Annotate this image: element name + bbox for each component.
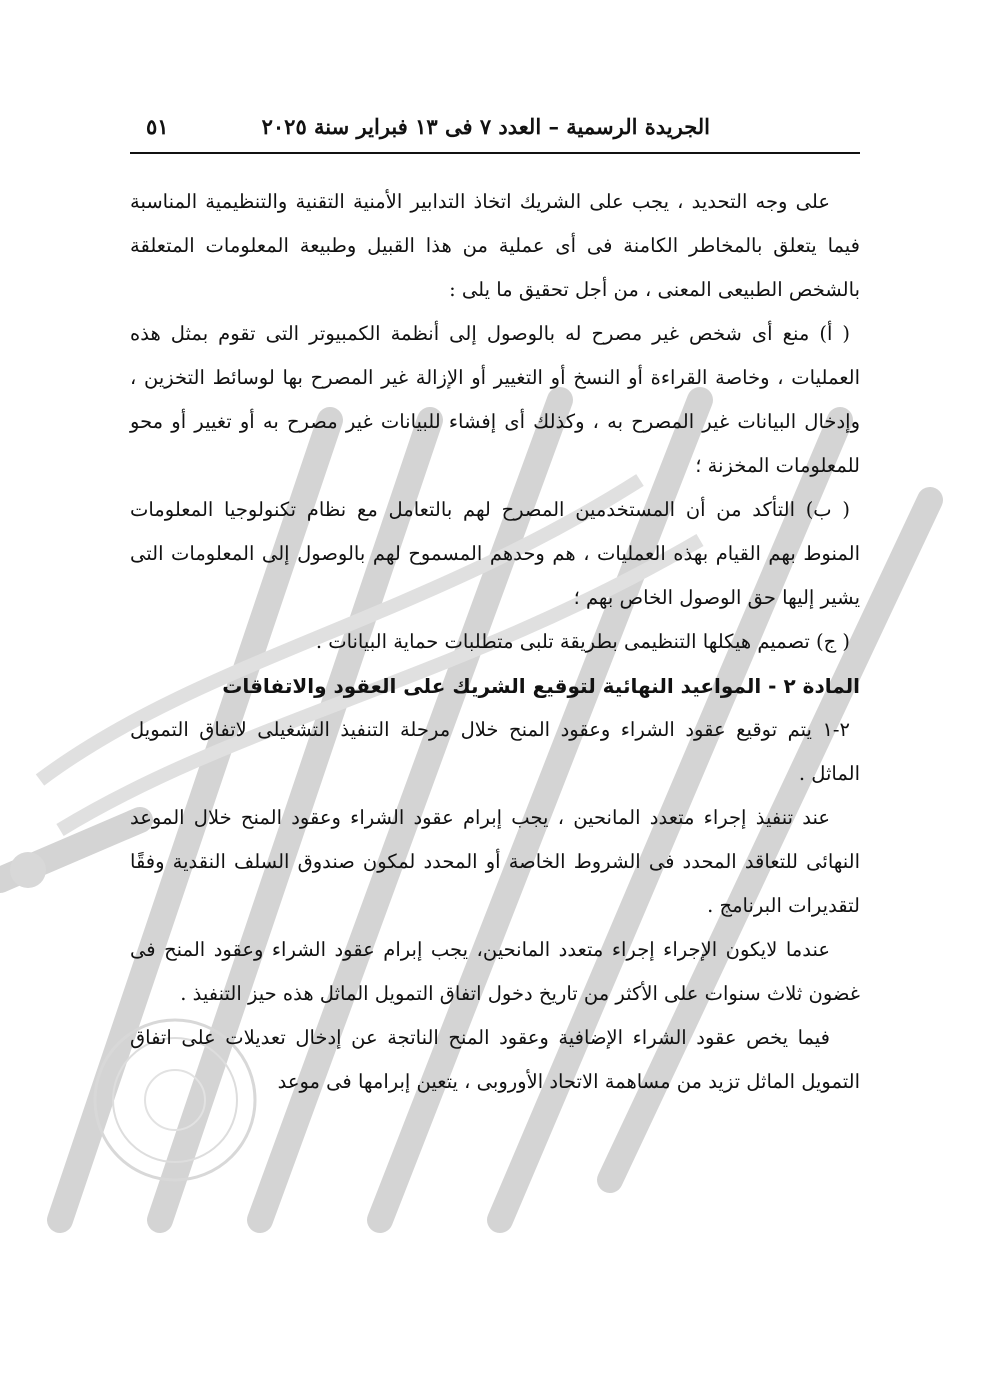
- paragraph-intro: على وجه التحديد ، يجب على الشريك اتخاذ التدابير الأمنية التقنية والتنظيمية المناسبة فيما يتعلق بالمخاطر الكامنة فى أى عملية من هذا القبيل وطبيعة المعلومات المتعلقة بالشخص الطبيعى المعنى ، من أجل تحقيق ما يلى :: [130, 190, 860, 301]
- document-body: [130, 180, 860, 1104]
- journal-title: الجريدة الرسمية – العدد ٧ فى ١٣ فبراير سنة ٢٠٢٥: [261, 114, 710, 139]
- list-item-b: ( ب) التأكد من أن المستخدمين المصرح لهم بالتعامل مع نظام تكنولوجيا المعلومات المنوط بهم القيام بهذه العمليات ، هم وحدهم المسموح لهم بالوصول إلى المعلومات التى يشير إليها حق الوصول الخاص بهم ؛: [130, 498, 860, 609]
- paragraph-multi-donor: عند تنفيذ إجراء متعدد المانحين ، يجب إبرام عقود الشراء وعقود المنح خلال الموعد النهائى للتعاقد المحدد فى الشروط الخاصة أو المحدد لمكون صندوق السلف النقدية وفقًا لتقديرات البرنامج .: [130, 806, 860, 917]
- article-heading: المادة ٢ - المواعيد النهائية لتوقيع الشريك على العقود والاتفاقات: [222, 674, 860, 698]
- paragraph-2-1: ٢-١ يتم توقيع عقود الشراء وعقود المنح خلال مرحلة التنفيذ التشغيلى لاتفاق التمويل الماثل .: [130, 718, 860, 785]
- list-item-a: ( أ) منع أى شخص غير مصرح له بالوصول إلى أنظمة الكمبيوتر التى تقوم بمثل هذه العمليات ، وخاصة القراءة أو النسخ أو التغيير أو الإزالة غير المصرح بها لوسائط التخزين ، وإدخال البيانات غير المصرح به ، وكذلك أى إفشاء للبيانات غير مصرح به أو تغيير أو محو للمعلومات المخزنة ؛: [130, 322, 860, 477]
- paragraph-additional-contracts: فيما يخص عقود الشراء الإضافية وعقود المنح الناتجة عن إدخال تعديلات على اتفاق التمويل الماثل تزيد من مساهمة الاتحاد الأوروبى ، يتعين إبرامها فى موعد: [130, 1026, 860, 1093]
- page-number: ٥١: [146, 114, 169, 139]
- page-header: [130, 108, 860, 154]
- list-item-c: ( ج) تصميم هيكلها التنظيمى بطريقة تلبى متطلبات حماية البيانات .: [315, 630, 850, 653]
- paragraph-single-donor: عندما لايكون الإجراء إجراء متعدد المانحين، يجب إبرام عقود الشراء وعقود المنح فى غضون ثلاث سنوات على الأكثر من تاريخ دخول اتفاق التمويل الماثل هذه حيز التنفيذ .: [130, 938, 860, 1005]
